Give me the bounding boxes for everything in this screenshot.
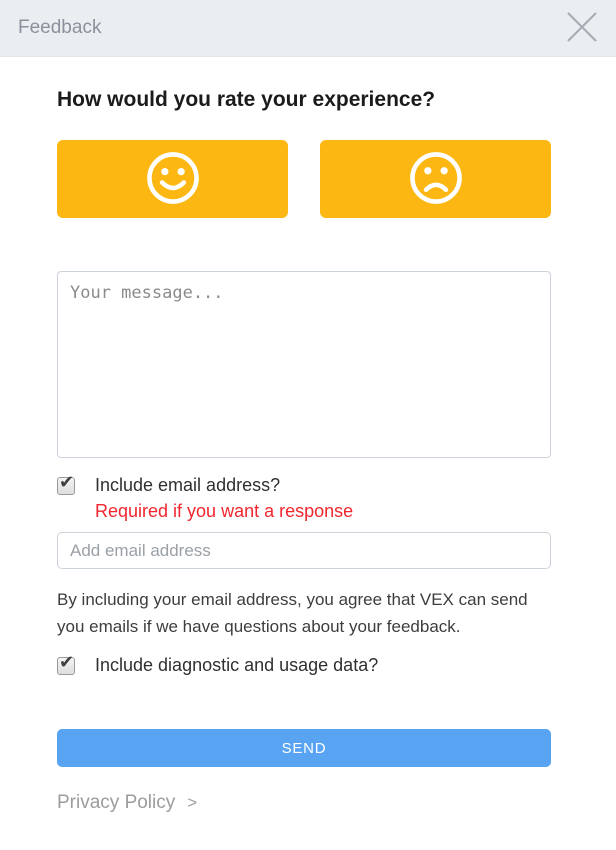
privacy-policy-link[interactable] bbox=[57, 792, 197, 814]
dialog-header bbox=[0, 0, 616, 57]
required-note: Required if you want a response bbox=[95, 501, 354, 521]
diagnostics-checkbox-row bbox=[57, 651, 551, 676]
email-checkbox-row bbox=[57, 471, 551, 496]
close-button[interactable] bbox=[560, 6, 604, 50]
smiley-happy-icon bbox=[144, 149, 202, 210]
checkmark-icon: ✔ bbox=[59, 651, 75, 673]
consent-text: By including your email address, you agree that VEX can send you emails if we have questions about your feedback. bbox=[57, 590, 528, 636]
feedback-form bbox=[0, 87, 616, 814]
privacy-policy-label: Privacy Policy bbox=[57, 792, 176, 813]
rate-sad-button[interactable] bbox=[320, 140, 551, 218]
rate-happy-button[interactable] bbox=[57, 140, 288, 218]
chevron-right-icon: > bbox=[187, 793, 198, 812]
rating-buttons bbox=[57, 140, 551, 218]
diagnostics-checkbox[interactable] bbox=[57, 651, 75, 675]
checkmark-icon: ✔ bbox=[59, 471, 75, 493]
close-icon bbox=[564, 9, 600, 48]
page-title: How would you rate your experience? bbox=[57, 88, 436, 111]
email-checkbox-label: Include email address? bbox=[95, 475, 281, 495]
email-checkbox[interactable] bbox=[57, 471, 75, 495]
dialog-title: Feedback bbox=[18, 17, 102, 38]
smiley-sad-icon bbox=[407, 149, 465, 210]
diagnostics-checkbox-label: Include diagnostic and usage data? bbox=[95, 655, 379, 675]
send-button[interactable]: SEND bbox=[57, 729, 551, 767]
email-address-input[interactable] bbox=[57, 532, 551, 569]
message-input[interactable] bbox=[57, 271, 551, 458]
